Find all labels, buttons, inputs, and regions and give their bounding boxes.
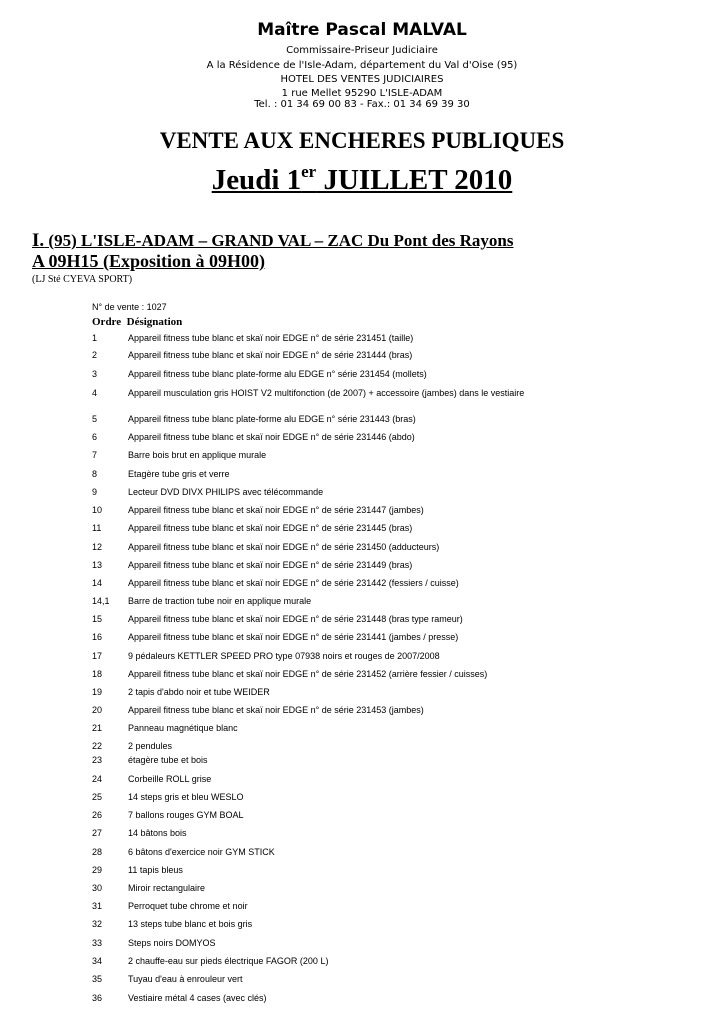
lot-designation: Appareil fitness tube blanc et skaï noir EDGE n° de série 231442 (fessiers / cuisse) xyxy=(128,578,459,588)
lot-designation: 9 pédaleurs KETTLER SPEED PRO type 07938 noirs et rouges de 2007/2008 xyxy=(128,651,440,661)
lot-designation: 11 tapis bleus xyxy=(128,865,183,875)
lot-row xyxy=(0,485,724,499)
section-location: (95) L'ISLE-ADAM – GRAND VAL – ZAC Du Pont des Rayons xyxy=(44,231,514,250)
lot-number: 2 xyxy=(92,350,98,360)
lot-number: 27 xyxy=(92,828,103,838)
lot-designation: Lecteur DVD DIVX PHILIPS avec télécommande xyxy=(128,487,324,497)
lot-number: 35 xyxy=(92,974,103,984)
lot-designation: Appareil fitness tube blanc et skaï noir EDGE n° de série 231453 (jambes) xyxy=(128,705,424,715)
sale-date xyxy=(0,164,724,197)
header-line-hotel: HOTEL DES VENTES JUDICIAIRES xyxy=(280,74,444,85)
lot-designation: Appareil fitness tube blanc et skaï noir EDGE n° de série 231448 (bras type rameur) xyxy=(128,614,463,624)
lot-row xyxy=(0,739,724,753)
lot-designation: Appareil fitness tube blanc et skaï noir EDGE n° de série 231451 (taille) xyxy=(128,333,414,343)
lot-number: 14,1 xyxy=(92,596,110,606)
lot-number: 19 xyxy=(92,687,103,697)
lot-designation: étagère tube et bois xyxy=(128,755,208,765)
header-line-residence: A la Résidence de l'Isle-Adam, département du Val d'Oise (95) xyxy=(206,60,518,71)
lot-designation: Appareil fitness tube blanc et skaï noir EDGE n° de série 231445 (bras) xyxy=(128,523,413,533)
sale-number: N° de vente : 1027 xyxy=(92,302,167,312)
lot-row xyxy=(0,881,724,895)
lot-row xyxy=(0,448,724,462)
lot-designation: Steps noirs DOMYOS xyxy=(128,938,216,948)
lot-number: 31 xyxy=(92,901,103,911)
lot-row xyxy=(0,721,724,735)
lot-row xyxy=(0,685,724,699)
auctioneer-name: Maître Pascal MALVAL xyxy=(257,20,467,40)
lot-row xyxy=(0,467,724,481)
lot-designation: Appareil fitness tube blanc et skaï noir EDGE n° de série 231441 (jambes / presse) xyxy=(128,632,459,642)
sale-date-day: Jeudi 1 xyxy=(211,164,302,196)
lot-row xyxy=(0,558,724,572)
lot-number: 17 xyxy=(92,651,103,661)
lot-number: 16 xyxy=(92,632,103,642)
lot-number: 13 xyxy=(92,560,103,570)
lot-designation: Appareil fitness tube blanc et skaï noir EDGE n° de série 231447 (jambes) xyxy=(128,505,424,515)
lot-number: 22 xyxy=(92,741,103,751)
lot-row xyxy=(0,649,724,663)
lot-row xyxy=(0,576,724,590)
lot-row xyxy=(0,991,724,1005)
lot-row xyxy=(0,808,724,822)
lot-number: 30 xyxy=(92,883,103,893)
lot-number: 7 xyxy=(92,450,98,460)
lot-number: 1 xyxy=(92,333,98,343)
lot-number: 11 xyxy=(92,523,102,533)
lot-designation: Barre de traction tube noir en applique murale xyxy=(128,596,312,606)
lot-row xyxy=(0,503,724,517)
lot-designation: 2 chauffe-eau sur pieds électrique FAGOR (200 L) xyxy=(128,956,329,966)
lot-row xyxy=(0,917,724,931)
lot-row xyxy=(0,667,724,681)
lot-row xyxy=(0,790,724,804)
lot-row xyxy=(0,630,724,644)
section-time: A 09H15 (Exposition à 09H00) xyxy=(32,251,266,271)
lot-number: 34 xyxy=(92,956,103,966)
lot-number: 25 xyxy=(92,792,103,802)
lot-designation: Miroir rectangulaire xyxy=(128,883,206,893)
lot-row xyxy=(0,703,724,717)
lot-row xyxy=(0,863,724,877)
lot-row xyxy=(0,954,724,968)
lot-designation: 6 bâtons d'exercice noir GYM STICK xyxy=(128,847,275,857)
lot-number: 9 xyxy=(92,487,98,497)
page-title: VENTE AUX ENCHERES PUBLIQUES xyxy=(159,128,565,153)
lot-designation: Tuyau d'eau à enrouleur vert xyxy=(128,974,243,984)
lot-number: 8 xyxy=(92,469,98,479)
lot-row xyxy=(0,936,724,950)
header-line-title: Commissaire-Priseur Judiciaire xyxy=(286,45,438,56)
lot-row xyxy=(0,594,724,608)
lot-row xyxy=(0,331,724,345)
lot-designation: Appareil fitness tube blanc plate-forme alu EDGE n° série 231454 (mollets) xyxy=(128,369,427,379)
lot-number: 4 xyxy=(92,388,98,398)
lot-designation: Appareil musculation gris HOIST V2 multifonction (de 2007) + accessoire (jambes) dans le vestiaire xyxy=(128,388,525,398)
section-note: (LJ Sté CYEVA SPORT) xyxy=(32,274,133,285)
lot-designation: Appareil fitness tube blanc et skaï noir EDGE n° de série 231449 (bras) xyxy=(128,560,413,570)
header-line-address: 1 rue Mellet 95290 L'ISLE-ADAM xyxy=(281,88,443,99)
lot-row xyxy=(0,899,724,913)
section-number: I. xyxy=(32,230,45,251)
section-heading xyxy=(32,230,513,252)
lot-row xyxy=(0,430,724,444)
lot-row xyxy=(0,826,724,840)
lot-designation: Vestiaire métal 4 cases (avec clés) xyxy=(128,993,267,1003)
lot-designation: 7 ballons rouges GYM BOAL xyxy=(128,810,244,820)
lot-row xyxy=(0,348,724,362)
lot-number: 29 xyxy=(92,865,103,875)
lot-designation: Appareil fitness tube blanc plate-forme alu EDGE n° série 231443 (bras) xyxy=(128,414,416,424)
lot-row xyxy=(0,972,724,986)
lot-number: 21 xyxy=(92,723,103,733)
lot-row xyxy=(0,612,724,626)
lot-number: 23 xyxy=(92,755,103,765)
lot-row xyxy=(0,772,724,786)
lot-designation: Appareil fitness tube blanc et skaï noir EDGE n° de série 231452 (arrière fessier / cuisses) xyxy=(128,669,488,679)
lot-row xyxy=(0,521,724,535)
lot-number: 15 xyxy=(92,614,103,624)
lot-designation: Corbeille ROLL grise xyxy=(128,774,212,784)
lot-number: 14 xyxy=(92,578,103,588)
lot-designation: Panneau magnétique blanc xyxy=(128,723,238,733)
column-header-order: Ordre xyxy=(92,316,122,328)
lot-designation: 13 steps tube blanc et bois gris xyxy=(128,919,253,929)
column-headers xyxy=(92,316,182,328)
lot-row xyxy=(0,540,724,554)
lot-designation: Appareil fitness tube blanc et skaï noir EDGE n° de série 231446 (abdo) xyxy=(128,432,415,442)
lot-designation: Barre bois brut en applique murale xyxy=(128,450,267,460)
lot-designation: Appareil fitness tube blanc et skaï noir EDGE n° de série 231450 (adducteurs) xyxy=(128,542,440,552)
lot-designation: Perroquet tube chrome et noir xyxy=(128,901,248,911)
lot-designation: Appareil fitness tube blanc et skaï noir EDGE n° de série 231444 (bras) xyxy=(128,350,413,360)
lot-number: 5 xyxy=(92,414,98,424)
column-header-designation: Désignation xyxy=(126,316,183,328)
lot-number: 3 xyxy=(92,369,98,379)
lot-number: 36 xyxy=(92,993,103,1003)
lot-designation: 2 tapis d'abdo noir et tube WEIDER xyxy=(128,687,270,697)
lot-row xyxy=(0,412,724,426)
lot-number: 12 xyxy=(92,542,103,552)
lot-number: 18 xyxy=(92,669,103,679)
lot-designation: 14 bâtons bois xyxy=(128,828,187,838)
lot-designation: 2 pendules xyxy=(128,741,173,751)
lot-number: 33 xyxy=(92,938,103,948)
lot-number: 32 xyxy=(92,919,103,929)
lot-number: 24 xyxy=(92,774,103,784)
lot-number: 20 xyxy=(92,705,103,715)
header-line-contact: Tel. : 01 34 69 00 83 - Fax.: 01 34 69 39 30 xyxy=(254,99,470,110)
lot-number: 6 xyxy=(92,432,98,442)
lot-row xyxy=(0,753,724,767)
lot-row xyxy=(0,367,724,381)
lot-designation: Etagère tube gris et verre xyxy=(128,469,230,479)
lot-number: 26 xyxy=(92,810,103,820)
lot-number: 10 xyxy=(92,505,103,515)
lot-row xyxy=(0,386,724,400)
lot-designation: 14 steps gris et bleu WESLO xyxy=(128,792,244,802)
lot-number: 28 xyxy=(92,847,103,857)
sale-date-rest: JUILLET 2010 xyxy=(316,164,513,196)
sale-date-sup: er xyxy=(301,162,317,181)
lot-row xyxy=(0,845,724,859)
